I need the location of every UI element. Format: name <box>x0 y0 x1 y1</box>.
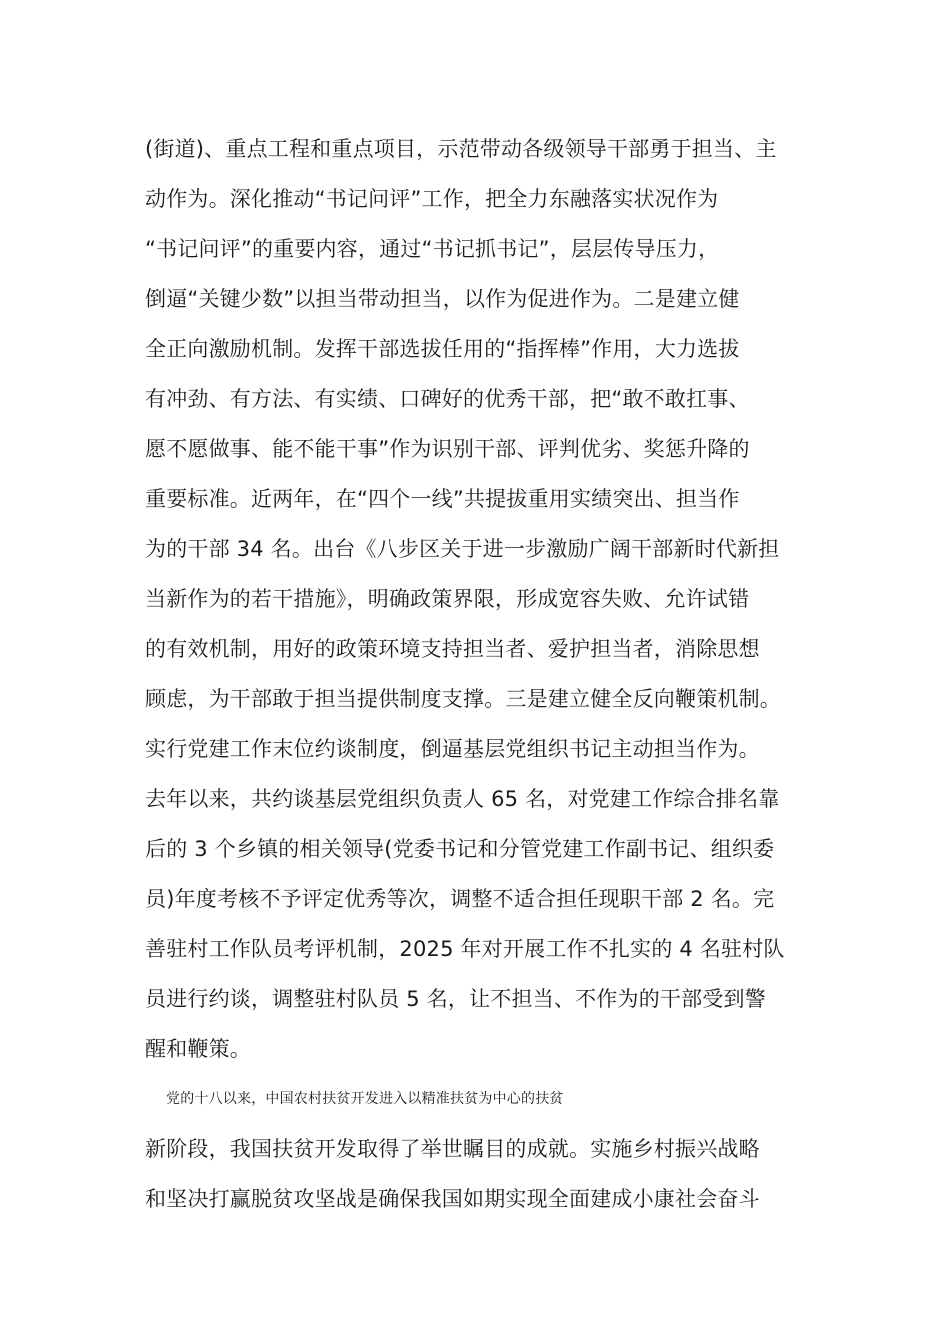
text-line: 员进行约谈，调整驻村队员 5 名，让不担当、不作为的干部受到警 <box>145 987 766 1011</box>
text-line: 动作为。深化推动“书记问评”工作，把全力东融落实状况作为 <box>145 187 719 211</box>
text-line: 善驻村工作队员考评机制，2025 年对开展工作不扎实的 4 名驻村队 <box>145 937 785 961</box>
text-line: 和坚决打赢脱贫攻坚战是确保我国如期实现全面建成小康社会奋斗 <box>145 1187 760 1211</box>
text-line: 的有效机制，用好的政策环境支持担当者、爱护担当者，消除思想 <box>145 637 760 661</box>
text-line: 愿不愿做事、能不能干事”作为识别干部、评判优劣、奖惩升降的 <box>145 437 750 461</box>
text-line: 后的 3 个乡镇的相关领导(党委书记和分管党建工作副书记、组织委 <box>145 837 775 861</box>
text-line: 员)年度考核不予评定优秀等次，调整不适合担任现职干部 2 名。完 <box>145 887 775 911</box>
text-line: 为的干部 34 名。出台《八步区关于进一步激励广阔干部新时代新担 <box>145 537 780 561</box>
text-line: 有冲劲、有方法、有实绩、口碑好的优秀干部，把“敢不敢扛事、 <box>145 387 750 411</box>
text-line: 新阶段，我国扶贫开发取得了举世瞩目的成就。实施乡村振兴战略 <box>145 1137 760 1161</box>
text-line: 全正向激励机制。发挥干部选拔任用的“指挥棒”作用，大力选拔 <box>145 337 740 361</box>
text-line: 倒逼“关键少数”以担当带动担当，以作为促进作为。二是建立健 <box>145 287 740 311</box>
text-line: 当新作为的若干措施》，明确政策界限，形成宽容失败、允许试错 <box>145 587 750 611</box>
text-line: 醒和鞭策。 <box>145 1037 251 1061</box>
text-line: 去年以来，共约谈基层党组织负责人 65 名，对党建工作综合排名靠 <box>145 787 780 811</box>
text-line: 重要标准。近两年，在“四个一线”共提拔重用实绩突出、担当作 <box>145 487 740 511</box>
text-line: 实行党建工作末位约谈制度，倒逼基层党组织书记主动担当作为。 <box>145 737 760 761</box>
text-line: (街道)、重点工程和重点项目，示范带动各级领导干部勇于担当、主 <box>145 137 777 161</box>
paragraph-first-line: 党的十八以来，中国农村扶贫开发进入以精准扶贫为中心的扶贫 <box>166 1091 564 1107</box>
text-line: 顾虑，为干部敢于担当提供制度支撑。三是建立健全反向鞭策机制。 <box>145 687 781 711</box>
text-line: “书记问评”的重要内容，通过“书记抓书记”，层层传导压力， <box>145 237 720 261</box>
